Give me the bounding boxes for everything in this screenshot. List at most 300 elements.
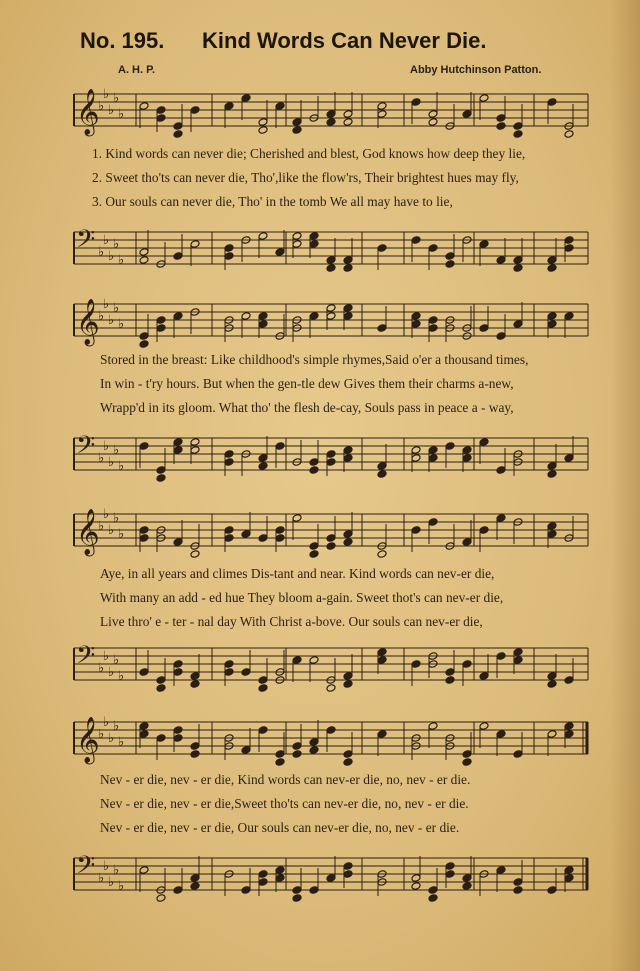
treble-staff-drawing: [74, 87, 588, 135]
note-head: [377, 470, 387, 479]
note-head: [309, 232, 319, 241]
flat-sign-icon: ♭: [118, 879, 125, 894]
note-head: [513, 122, 523, 131]
note-head: [309, 466, 319, 475]
note-head: [547, 730, 557, 739]
note-head: [462, 454, 472, 463]
note-head: [564, 722, 574, 731]
note-head: [275, 248, 285, 257]
note-head: [258, 462, 268, 471]
note-head: [428, 454, 438, 463]
treble-staff: [74, 297, 588, 345]
note-head: [173, 668, 183, 677]
note-head: [224, 660, 234, 669]
note-head: [139, 248, 149, 257]
note-head: [139, 534, 149, 543]
note-head: [377, 550, 387, 559]
treble-staff: [74, 507, 588, 555]
note-head: [428, 118, 438, 127]
note-head: [496, 256, 506, 265]
note-head: [411, 454, 421, 463]
note-head: [428, 518, 438, 527]
flat-sign-icon: ♭: [118, 527, 125, 542]
note-head: [139, 332, 149, 341]
note-head: [343, 446, 353, 455]
note-head: [445, 260, 455, 269]
note-head: [479, 722, 489, 731]
flat-sign-icon: ♭: [108, 249, 115, 264]
note-head: [326, 118, 336, 127]
note-head: [496, 652, 506, 661]
note-head: [258, 320, 268, 329]
flat-sign-icon: ♭: [103, 87, 110, 102]
note-head: [343, 758, 353, 767]
note-head: [156, 106, 166, 115]
note-head: [224, 244, 234, 253]
flat-sign-icon: ♭: [113, 443, 120, 458]
note-head: [496, 866, 506, 875]
note-head: [224, 450, 234, 459]
note-head: [377, 730, 387, 739]
note-head: [190, 438, 200, 447]
bass-clef-icon: 𝄢: [76, 641, 96, 676]
note-head: [309, 746, 319, 755]
treble-clef-icon: 𝄞: [76, 89, 100, 135]
note-head: [496, 514, 506, 523]
bass-staff: [74, 641, 588, 688]
note-head: [326, 534, 336, 543]
note-head: [564, 236, 574, 245]
treble-staff: [74, 715, 588, 763]
note-head: [241, 668, 251, 677]
note-head: [309, 886, 319, 895]
note-head: [275, 874, 285, 883]
note-head: [258, 870, 268, 879]
note-head: [258, 878, 268, 887]
note-head: [292, 656, 302, 665]
note-head: [190, 680, 200, 689]
note-head: [309, 240, 319, 249]
note-head: [275, 758, 285, 767]
note-head: [190, 882, 200, 891]
note-head: [139, 722, 149, 731]
note-head: [326, 542, 336, 551]
bass-staff: [74, 225, 588, 272]
note-head: [173, 446, 183, 455]
note-head: [292, 126, 302, 135]
note-head: [173, 538, 183, 547]
flat-sign-icon: ♭: [98, 661, 105, 676]
note-head: [428, 446, 438, 455]
note-head: [377, 648, 387, 657]
hymn-header: [80, 28, 600, 58]
note-head: [377, 102, 387, 111]
note-head: [564, 244, 574, 253]
note-head: [479, 526, 489, 535]
note-head: [428, 110, 438, 119]
hymn-number: No. 195.: [80, 28, 165, 53]
note-head: [309, 458, 319, 467]
note-head: [156, 734, 166, 743]
note-head: [156, 684, 166, 693]
note-head: [462, 750, 472, 759]
flat-sign-icon: ♭: [113, 511, 120, 526]
flat-sign-icon: ♭: [113, 91, 120, 106]
note-head: [156, 466, 166, 475]
note-head: [343, 118, 353, 127]
note-head: [479, 324, 489, 333]
note-head: [343, 538, 353, 547]
note-head: [326, 304, 336, 313]
bass-staff: [74, 431, 588, 478]
note-head: [139, 866, 149, 875]
note-head: [445, 668, 455, 677]
note-head: [258, 118, 268, 127]
bass-clef-icon: 𝄢: [76, 225, 96, 260]
note-head: [462, 110, 472, 119]
note-head: [496, 466, 506, 475]
flat-sign-icon: ♭: [103, 859, 110, 874]
note-head: [428, 886, 438, 895]
note-head: [326, 450, 336, 459]
lyric-verse-2: With many an add - ed hue They bloom a-gain. Sweet thot's can nev-er die,: [100, 590, 504, 605]
flat-sign-icon: ♭: [103, 507, 110, 522]
flat-sign-icon: ♭: [98, 309, 105, 324]
flat-sign-icon: ♭: [113, 301, 120, 316]
page-edge-shadow: [610, 0, 640, 971]
note-head: [173, 130, 183, 139]
bass-staff-drawing: [74, 851, 588, 898]
note-head: [292, 240, 302, 249]
note-head: [190, 672, 200, 681]
note-head: [275, 442, 285, 451]
note-head: [445, 442, 455, 451]
note-head: [190, 750, 200, 759]
note-head: [224, 526, 234, 535]
note-head: [258, 232, 268, 241]
bass-clef-icon: 𝄢: [76, 431, 96, 466]
note-head: [564, 454, 574, 463]
note-head: [411, 660, 421, 669]
note-head: [513, 886, 523, 895]
treble-staff-drawing: [74, 297, 588, 345]
flat-sign-icon: ♭: [118, 107, 125, 122]
note-head: [564, 874, 574, 883]
flat-sign-icon: ♭: [108, 731, 115, 746]
flat-sign-icon: ♭: [103, 649, 110, 664]
note-head: [496, 114, 506, 123]
flat-sign-icon: ♭: [98, 519, 105, 534]
lyrics-block: [74, 562, 588, 634]
note-head: [292, 118, 302, 127]
bass-clef-icon: 𝄢: [76, 851, 96, 886]
note-head: [547, 256, 557, 265]
note-head: [411, 236, 421, 245]
note-head: [173, 734, 183, 743]
note-head: [258, 684, 268, 693]
lyrics-block: [74, 348, 588, 420]
note-head: [258, 534, 268, 543]
lyric-verse-3: Live thro' e - ter - nal day With Christ a-bove. Our souls can nev-er die,: [100, 614, 483, 629]
note-head: [343, 672, 353, 681]
note-head: [343, 680, 353, 689]
note-head: [326, 684, 336, 693]
author-name: Abby Hutchinson Patton.: [410, 64, 542, 76]
flat-sign-icon: ♭: [118, 253, 125, 268]
note-head: [241, 746, 251, 755]
treble-staff-drawing: [74, 507, 588, 555]
flat-sign-icon: ♭: [118, 459, 125, 474]
note-head: [428, 894, 438, 903]
note-head: [564, 130, 574, 139]
note-head: [445, 870, 455, 879]
note-head: [190, 550, 200, 559]
flat-sign-icon: ♭: [108, 313, 115, 328]
note-head: [326, 874, 336, 883]
note-head: [479, 240, 489, 249]
note-head: [258, 726, 268, 735]
note-head: [326, 312, 336, 321]
note-head: [241, 886, 251, 895]
note-head: [139, 442, 149, 451]
note-head: [326, 458, 336, 467]
flat-sign-icon: ♭: [118, 317, 125, 332]
note-head: [156, 324, 166, 333]
composer-initials: A. H. P.: [118, 64, 156, 76]
note-head: [564, 730, 574, 739]
flat-sign-icon: ♭: [113, 719, 120, 734]
lyric-verse-2: 2. Sweet tho'ts can never die, Tho',like the flow'rs, Their brightest hues may fly,: [92, 170, 519, 185]
note-head: [547, 672, 557, 681]
flat-sign-icon: ♭: [113, 237, 120, 252]
note-head: [309, 738, 319, 747]
note-head: [547, 98, 557, 107]
note-head: [173, 252, 183, 261]
flat-sign-icon: ♭: [98, 451, 105, 466]
note-head: [343, 862, 353, 871]
note-head: [258, 676, 268, 685]
flat-sign-icon: ♭: [98, 727, 105, 742]
note-head: [156, 474, 166, 483]
note-head: [411, 320, 421, 329]
note-head: [428, 316, 438, 325]
note-head: [173, 660, 183, 669]
flat-sign-icon: ♭: [113, 653, 120, 668]
note-head: [547, 680, 557, 689]
note-head: [258, 126, 268, 135]
note-head: [462, 882, 472, 891]
note-head: [343, 454, 353, 463]
treble-clef-icon: 𝄞: [76, 299, 100, 345]
note-head: [343, 304, 353, 313]
note-head: [513, 320, 523, 329]
note-head: [462, 758, 472, 767]
note-head: [462, 874, 472, 883]
lyric-verse-1: 1. Kind words can never die; Cherished and blest, God knows how deep they lie,: [92, 146, 526, 161]
note-head: [377, 110, 387, 119]
bass-staff-drawing: [74, 431, 588, 478]
note-head: [479, 672, 489, 681]
flat-sign-icon: ♭: [108, 875, 115, 890]
note-head: [411, 874, 421, 883]
note-head: [343, 256, 353, 265]
note-head: [173, 122, 183, 131]
bass-staff-drawing: [74, 225, 588, 272]
note-head: [343, 870, 353, 879]
note-head: [547, 530, 557, 539]
flat-sign-icon: ♭: [103, 715, 110, 730]
flat-sign-icon: ♭: [108, 665, 115, 680]
note-head: [513, 648, 523, 657]
note-head: [173, 438, 183, 447]
note-head: [411, 446, 421, 455]
note-head: [156, 316, 166, 325]
note-head: [156, 894, 166, 903]
note-head: [343, 750, 353, 759]
note-head: [309, 656, 319, 665]
note-head: [292, 894, 302, 903]
note-head: [224, 534, 234, 543]
lyric-verse-3: Nev - er die, nev - er die, Our souls can nev-er die, no, nev - er die.: [100, 820, 460, 835]
note-head: [275, 866, 285, 875]
note-head: [564, 312, 574, 321]
note-head: [173, 312, 183, 321]
note-head: [445, 862, 455, 871]
note-head: [241, 530, 251, 539]
note-head: [428, 722, 438, 731]
note-head: [139, 668, 149, 677]
note-head: [564, 676, 574, 685]
note-head: [513, 750, 523, 759]
note-head: [173, 726, 183, 735]
note-head: [173, 886, 183, 895]
note-head: [224, 458, 234, 467]
note-head: [190, 106, 200, 115]
note-head: [564, 866, 574, 875]
note-head: [275, 102, 285, 111]
note-head: [139, 256, 149, 265]
lyrics-block: [74, 142, 588, 214]
flat-sign-icon: ♭: [113, 863, 120, 878]
note-head: [462, 660, 472, 669]
note-head: [292, 886, 302, 895]
note-head: [139, 102, 149, 111]
note-head: [292, 742, 302, 751]
note-head: [377, 244, 387, 253]
note-head: [496, 730, 506, 739]
note-head: [445, 676, 455, 685]
note-head: [190, 446, 200, 455]
note-head: [547, 886, 557, 895]
note-head: [547, 462, 557, 471]
note-head: [479, 438, 489, 447]
note-head: [547, 470, 557, 479]
note-head: [241, 312, 251, 321]
note-head: [513, 256, 523, 265]
note-head: [224, 102, 234, 111]
note-head: [343, 530, 353, 539]
note-head: [224, 668, 234, 677]
note-head: [513, 130, 523, 139]
flat-sign-icon: ♭: [118, 669, 125, 684]
note-head: [309, 550, 319, 559]
note-head: [428, 324, 438, 333]
hymn-title: Kind Words Can Never Die.: [202, 28, 487, 53]
lyric-verse-1: Stored in the breast: Like childhood's simple rhymes,Said o'er a thousand times,: [100, 352, 529, 367]
note-head: [326, 726, 336, 735]
note-head: [326, 256, 336, 265]
note-head: [224, 252, 234, 261]
note-head: [479, 94, 489, 103]
flat-sign-icon: ♭: [118, 735, 125, 750]
note-head: [496, 122, 506, 131]
note-head: [547, 522, 557, 531]
note-head: [275, 526, 285, 535]
note-head: [343, 312, 353, 321]
note-head: [462, 446, 472, 455]
note-head: [292, 750, 302, 759]
note-head: [292, 232, 302, 241]
note-head: [190, 240, 200, 249]
note-head: [411, 882, 421, 891]
note-head: [343, 110, 353, 119]
note-head: [139, 526, 149, 535]
lyrics-block: [74, 768, 588, 840]
note-head: [513, 878, 523, 887]
note-head: [156, 114, 166, 123]
lyric-verse-1: Nev - er die, nev - er die, Kind words can nev-er die, no, nev - er die.: [100, 772, 471, 787]
flat-sign-icon: ♭: [108, 523, 115, 538]
treble-staff-drawing: [74, 715, 588, 763]
flat-sign-icon: ♭: [98, 245, 105, 260]
note-head: [496, 332, 506, 341]
lyric-verse-3: 3. Our souls can never die, Tho' in the tomb We all may have to lie,: [92, 194, 453, 209]
note-head: [190, 874, 200, 883]
note-head: [241, 94, 251, 103]
note-head: [326, 264, 336, 273]
note-head: [547, 320, 557, 329]
note-head: [411, 526, 421, 535]
note-head: [513, 264, 523, 273]
note-head: [309, 542, 319, 551]
bass-staff: [74, 851, 588, 898]
flat-sign-icon: ♭: [103, 233, 110, 248]
note-head: [139, 730, 149, 739]
lyric-verse-3: Wrapp'd in its gloom. What tho' the flesh de-cay, Souls pass in peace a - way,: [100, 400, 514, 415]
flat-sign-icon: ♭: [103, 439, 110, 454]
lyric-verse-1: Aye, in all years and climes Dis-tant and near. Kind words can nev-er die,: [100, 566, 495, 581]
bass-staff-drawing: [74, 641, 588, 688]
flat-sign-icon: ♭: [108, 455, 115, 470]
treble-clef-icon: 𝄞: [76, 717, 100, 763]
lyric-verse-2: In win - t'ry hours. But when the gen-tle dew Gives them their charms a-new,: [100, 376, 514, 391]
note-head: [411, 312, 421, 321]
flat-sign-icon: ♭: [103, 297, 110, 312]
note-head: [445, 252, 455, 261]
note-head: [377, 324, 387, 333]
treble-clef-icon: 𝄞: [76, 509, 100, 555]
note-head: [513, 656, 523, 665]
note-head: [547, 312, 557, 321]
note-head: [377, 462, 387, 471]
note-head: [411, 98, 421, 107]
note-head: [326, 110, 336, 119]
note-head: [190, 742, 200, 751]
note-head: [275, 534, 285, 543]
note-head: [275, 750, 285, 759]
flat-sign-icon: ♭: [98, 99, 105, 114]
treble-staff: [74, 87, 588, 135]
